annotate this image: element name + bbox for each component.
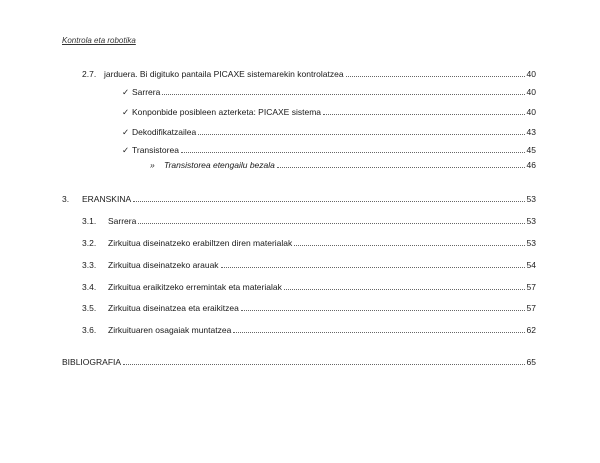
dot-leader	[284, 289, 525, 290]
toc-page-number: 40	[526, 69, 536, 79]
toc-entry[interactable]	[62, 356, 536, 368]
toc-entry[interactable]	[82, 68, 536, 80]
toc-entry[interactable]	[122, 86, 536, 98]
toc-page-number: 53	[526, 238, 536, 248]
checkmark-icon: ✓	[122, 107, 130, 117]
checkmark-icon: ✓	[122, 87, 130, 97]
toc-entry[interactable]	[122, 126, 536, 138]
toc-title: Zirkuituaren osagaiak muntatzea	[108, 325, 232, 335]
toc-title: Sarrera	[108, 216, 137, 226]
double-arrow-icon: »	[150, 160, 155, 170]
toc-number: 3.	[62, 194, 70, 204]
toc-page-number: 57	[526, 282, 536, 292]
toc-entry[interactable]	[82, 237, 536, 249]
toc-entry[interactable]	[82, 215, 536, 227]
toc-entry[interactable]	[62, 193, 536, 205]
toc-title: Sarrera	[132, 87, 161, 97]
dot-leader	[198, 134, 524, 135]
dot-leader	[346, 76, 525, 77]
toc-title: Transistorea	[132, 145, 179, 155]
dot-leader	[241, 310, 525, 311]
toc-page-number: 57	[526, 303, 536, 313]
toc-entry[interactable]	[82, 302, 536, 314]
dot-leader	[138, 223, 524, 224]
toc-page-number: 46	[526, 160, 536, 170]
dot-leader	[294, 245, 524, 246]
toc-entry[interactable]	[82, 324, 536, 336]
toc-page-number: 40	[526, 107, 536, 117]
toc-title: Zirkuitua diseinatzeko erabiltzen diren materialak	[108, 238, 293, 248]
toc-entry[interactable]	[122, 106, 536, 118]
dot-leader	[277, 167, 525, 168]
toc-title: BIBLIOGRAFIA	[62, 357, 122, 367]
toc-title: Konponbide posibleen azterketa: PICAXE sistema	[132, 107, 322, 117]
toc-title: Transistorea etengailu bezala	[164, 160, 275, 170]
toc-title: ERANSKINA	[82, 194, 132, 204]
running-header: Kontrola eta robotika	[62, 36, 136, 45]
toc-entry[interactable]	[150, 159, 536, 171]
toc-number: 3.4.	[82, 282, 97, 292]
toc-page-number: 53	[526, 216, 536, 226]
dot-leader	[123, 364, 524, 365]
toc-number: 3.2.	[82, 238, 97, 248]
toc-number: 3.3.	[82, 260, 97, 270]
toc-number: 3.5.	[82, 303, 97, 313]
toc-title: jarduera. Bi digituko pantaila PICAXE sistemarekin kontrolatzea	[104, 69, 344, 79]
toc-title: Dekodifikatzailea	[132, 127, 197, 137]
toc-number: 3.6.	[82, 325, 97, 335]
toc-page-number: 53	[526, 194, 536, 204]
dot-leader	[221, 267, 525, 268]
toc-entry[interactable]	[122, 144, 536, 156]
dot-leader	[181, 152, 525, 153]
toc-page-number: 62	[526, 325, 536, 335]
toc-page-number: 45	[526, 145, 536, 155]
dot-leader	[233, 332, 524, 333]
toc-page-number: 54	[526, 260, 536, 270]
toc-page-number: 43	[526, 127, 536, 137]
checkmark-icon: ✓	[122, 127, 130, 137]
toc-number: 3.1.	[82, 216, 97, 226]
toc-title: Zirkuitua diseinatzea eta eraikitzea	[108, 303, 239, 313]
toc-title: Zirkuitua eraikitzeko erremintak eta materialak	[108, 282, 282, 292]
toc-entry[interactable]	[82, 281, 536, 293]
toc-entry[interactable]	[82, 259, 536, 271]
toc-title: Zirkuitua diseinatzeko arauak	[108, 260, 219, 270]
dot-leader	[133, 201, 524, 202]
toc-page-number: 65	[526, 357, 536, 367]
toc-page-number: 40	[526, 87, 536, 97]
toc-number: 2.7.	[82, 69, 97, 79]
dot-leader	[323, 114, 525, 115]
dot-leader	[162, 94, 524, 95]
checkmark-icon: ✓	[122, 145, 130, 155]
